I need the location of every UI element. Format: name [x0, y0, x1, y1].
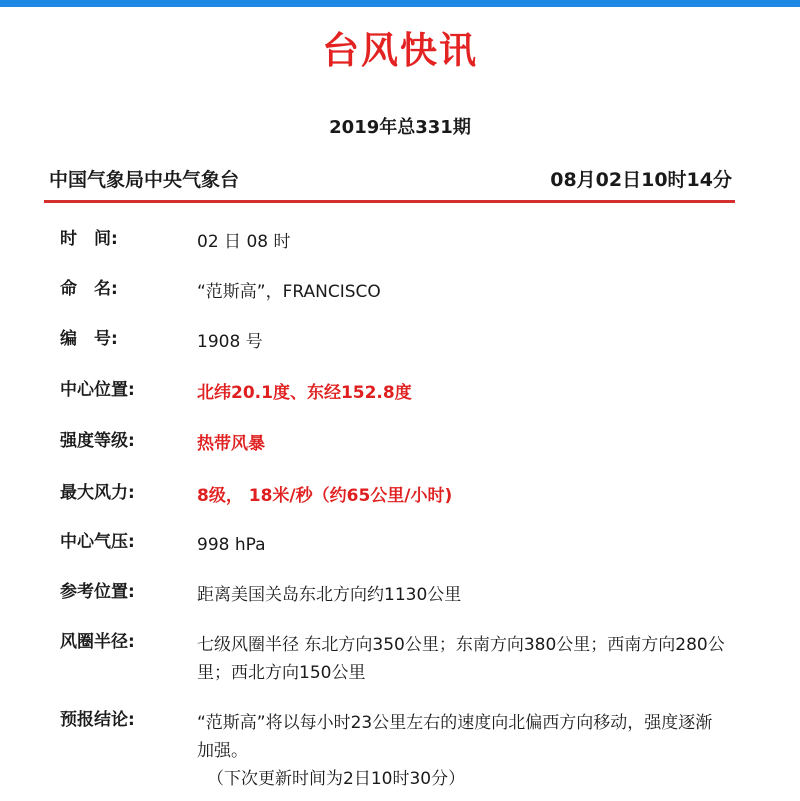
- field-value: 距离美国关岛东北方向约1130公里: [197, 585, 462, 605]
- field-value: 热带风暴: [197, 434, 265, 454]
- field-value: 02 日 08 时: [197, 232, 291, 252]
- publish-timestamp: 08月02日10时14分: [550, 169, 732, 191]
- field-value: 998 hPa: [197, 535, 266, 555]
- page-title: 台风快讯: [322, 29, 478, 72]
- field-label: 强度等级:: [60, 431, 135, 451]
- field-label: 最大风力:: [60, 483, 135, 503]
- next-update-note: （下次更新时间为2日10时30分）: [207, 769, 466, 789]
- field-value: 七级风圈半径 东北方向350公里；东南方向380公里；西南方向280公里；西北方向150公里: [197, 635, 725, 683]
- field-value: 北纬20.1度、东经152.8度: [197, 383, 412, 403]
- issuer: 中国气象局中央气象台: [49, 169, 240, 191]
- field-label: 参考位置:: [60, 582, 135, 602]
- field-label: 编 号:: [60, 329, 118, 349]
- field-value: 1908 号: [197, 332, 263, 352]
- field-label: 预报结论:: [60, 710, 135, 730]
- top-accent-bar: [0, 0, 800, 7]
- field-label: 命 名:: [60, 279, 118, 299]
- field-label: 中心位置:: [60, 380, 135, 400]
- field-value: [197, 709, 727, 793]
- field-value: 8级， 18米/秒（约65公里/小时): [197, 486, 453, 506]
- field-value: “范斯高”，FRANCISCO: [197, 282, 381, 302]
- field-label: 时 间:: [60, 229, 118, 249]
- forecast-text: “范斯高”将以每小时23公里左右的速度向北偏西方向移动，强度逐渐加强。: [197, 713, 713, 761]
- issue-number: 2019年总331期: [329, 117, 471, 138]
- field-label: 中心气压:: [60, 532, 135, 552]
- header-divider: [44, 200, 735, 203]
- field-label: 风圈半径:: [60, 632, 135, 652]
